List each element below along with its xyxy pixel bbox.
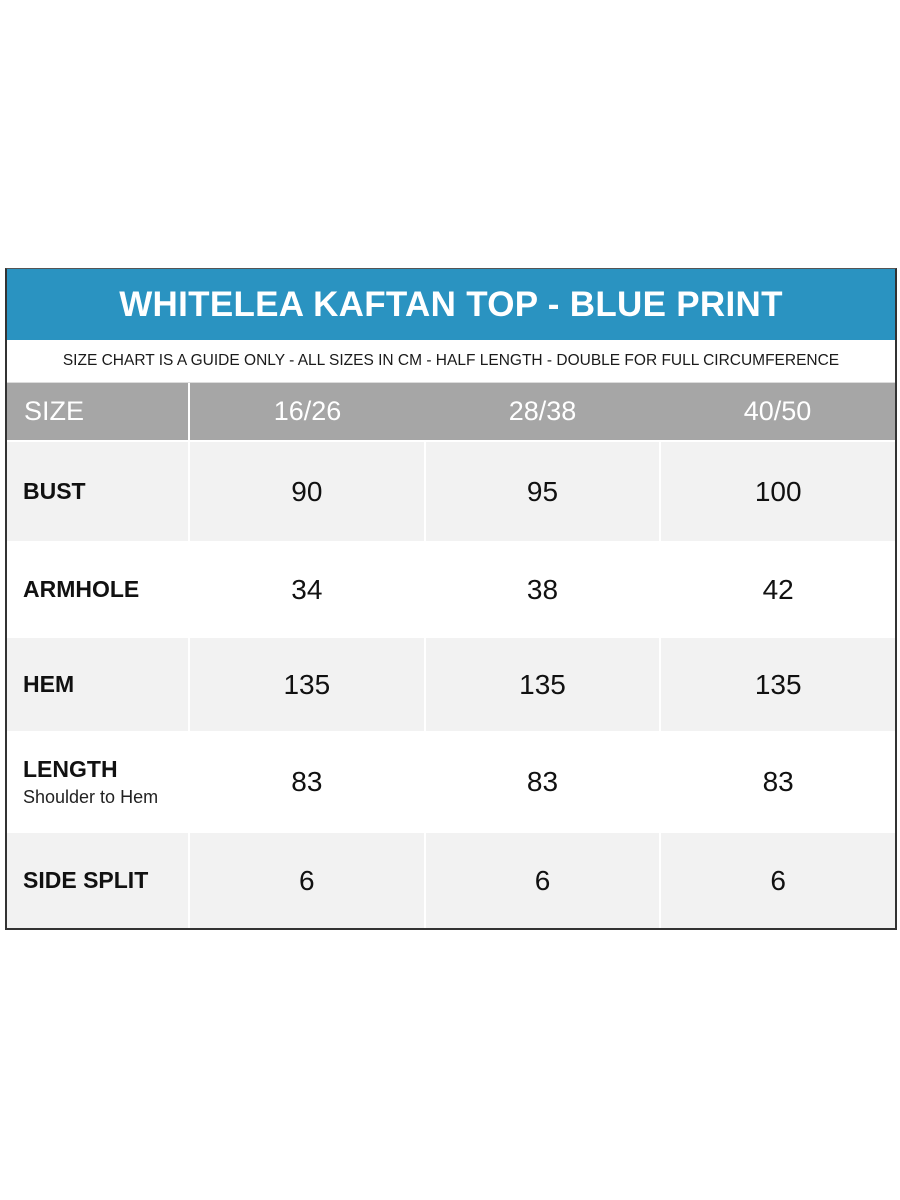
row-label: [7, 543, 190, 636]
row-label-main: LENGTH: [23, 756, 118, 782]
size-header-28-38: 28/38: [508, 396, 577, 426]
chart-subtitle: SIZE CHART IS A GUIDE ONLY - ALL SIZES IN CM - HALF LENGTH - DOUBLE FOR FULL CIRCUMFERENCE: [7, 340, 895, 383]
size-header-16-26: 16/26: [273, 396, 342, 426]
row-label: [7, 733, 190, 831]
table-cell: 83: [762, 766, 794, 797]
table-cell: 83: [426, 733, 662, 831]
table-cell: 42: [762, 573, 794, 605]
table-cell: 6: [426, 833, 662, 928]
table-cell: 135: [754, 668, 802, 700]
table-cell: 135: [426, 638, 662, 731]
row-label: [7, 638, 190, 731]
size-header-label: SIZE: [7, 383, 190, 440]
chart-title: WHITELEA KAFTAN TOP - BLUE PRINT: [7, 269, 895, 340]
table-cell: 90: [190, 442, 426, 541]
table-cell: 135: [190, 638, 426, 731]
table-row-bust: [7, 440, 895, 541]
row-label-main: ARMHOLE: [23, 576, 140, 602]
table-cell: 6: [770, 864, 786, 896]
table-cell: 6: [190, 833, 426, 928]
row-label: [7, 833, 190, 928]
table-cell: 34: [190, 543, 426, 636]
table-row-hem: [7, 636, 895, 731]
row-label: [7, 442, 190, 541]
table-cell: 100: [754, 475, 802, 507]
table-row-side-split: [7, 831, 895, 928]
row-label-main: HEM: [23, 671, 75, 697]
table-cell: 38: [426, 543, 662, 636]
row-label-sub: Shoulder to Hem: [23, 787, 159, 807]
table-cell: 95: [426, 442, 662, 541]
size-header-40-50: 40/50: [743, 396, 812, 426]
size-header-row: [7, 383, 895, 440]
table-row-length: [7, 731, 895, 831]
row-label-main: BUST: [23, 478, 86, 504]
size-chart: [5, 268, 897, 930]
row-label-main: SIDE SPLIT: [23, 867, 149, 893]
table-row-armhole: [7, 541, 895, 636]
table-cell: 83: [190, 733, 426, 831]
